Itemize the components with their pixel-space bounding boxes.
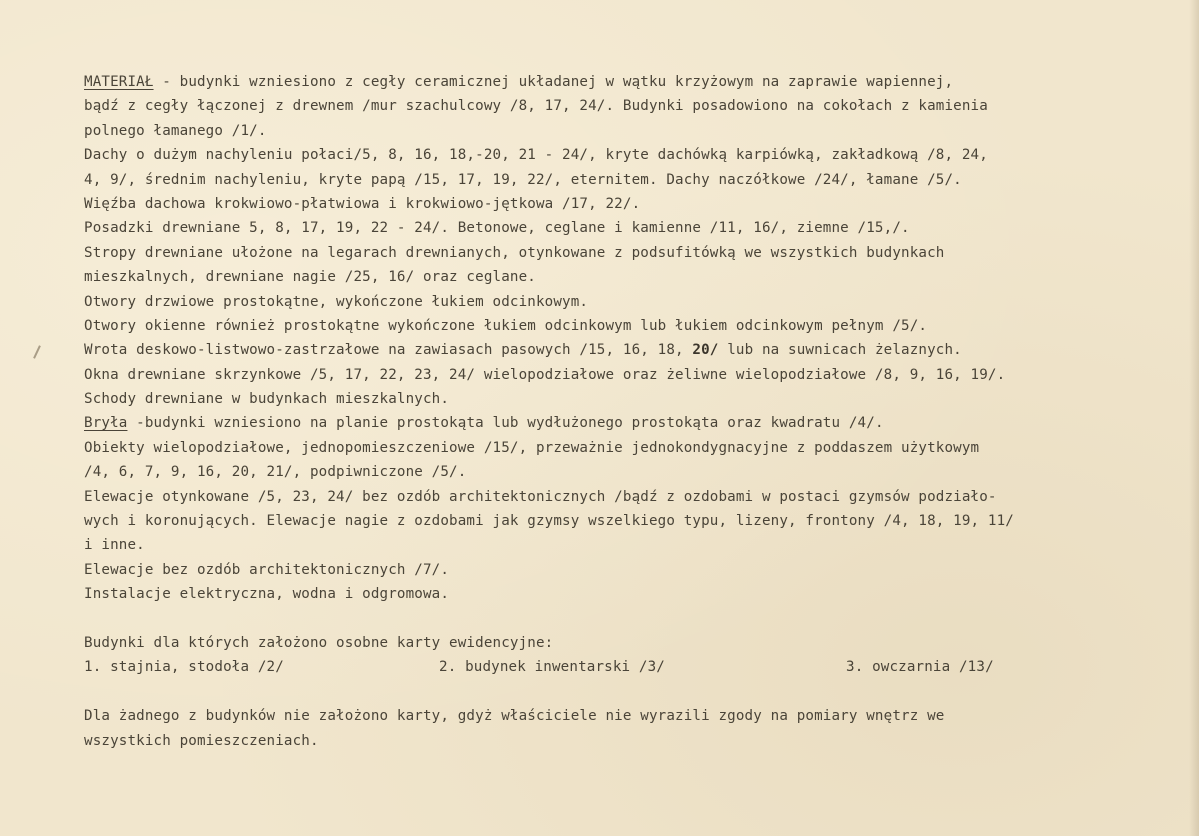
- wrota-line: [84, 338, 1194, 362]
- text-line: 4, 9/, średnim nachyleniu, kryte papą /15, 17, 19, 22/, eternitem. Dachy naczółkowe /24/, łamane /5/.: [84, 171, 962, 188]
- text-line: Elewacje bez ozdób architektonicznych /7/.: [84, 561, 450, 578]
- wrota-text-a: Wrota deskowo-listwowo-zastrzałowe na zawiasach pasowych /15, 16, 18,: [84, 342, 693, 359]
- bryla-heading: Bryła: [84, 415, 128, 432]
- text-line: Stropy drewniane ułożone na legarach drewnianych, otynkowane z podsufitówką we wszystkich budynkach: [84, 244, 945, 261]
- card-item: 3. owczarnia /13/: [846, 659, 994, 676]
- material-heading: MATERIAŁ: [84, 74, 154, 90]
- card-item: 1. stajnia, stodoła /2/: [84, 659, 284, 676]
- card-item: 2. budynek inwentarski /3/: [439, 659, 665, 676]
- wrota-text-b: lub na suwnicach żelaznych.: [718, 342, 962, 359]
- text-line: mieszkalnych, drewniane nagie /25, 16/ oraz ceglane.: [84, 269, 536, 286]
- text-line: wszystkich pomieszczeniach.: [84, 732, 319, 749]
- text-line: polnego łamanego /1/.: [84, 122, 267, 139]
- blank-line: [84, 680, 1194, 704]
- material-line-1: [84, 70, 1194, 94]
- text-line: Posadzki drewniane 5, 8, 17, 19, 22 - 24/. Betonowe, ceglane i kamienne /11, 16/, ziemne /15,/.: [84, 220, 910, 237]
- text-line: Otwory okienne również prostokątne wykończone łukiem odcinkowym lub łukiem odcinkowym pełnym /5/.: [84, 317, 928, 334]
- margin-pencil-mark: [33, 345, 41, 359]
- text-line: Instalacje elektryczna, wodna i odgromowa.: [84, 586, 450, 603]
- text-line: Otwory drzwiowe prostokątne, wykończone łukiem odcinkowym.: [84, 293, 589, 310]
- typed-document: [84, 70, 1194, 753]
- text-line: bądź z cegły łączonej z drewnem /mur szachulcowy /8, 17, 24/. Budynki posadowiono na cokołach z kamienia: [84, 98, 988, 115]
- wrota-bold-number: 20/: [692, 342, 719, 359]
- bryla-text: -budynki wzniesiono na planie prostokąta lub wydłużonego prostokąta oraz kwadratu /4/.: [127, 415, 884, 432]
- text-line: Dachy o dużym nachyleniu połaci/5, 8, 16, 18,-20, 21 - 24/, kryte dachówką karpiówką, zakładkową /8, 24,: [84, 147, 988, 164]
- cards-intro: Budynki dla których założono osobne karty ewidencyjne:: [84, 634, 554, 651]
- text-line: Okna drewniane skrzynkowe /5, 17, 22, 23, 24/ wielopodziałowe oraz żeliwne wielopodziałowe /8, 9, 16, 19/.: [84, 366, 1006, 383]
- text-line: Więźba dachowa krokwiowo-płatwiowa i krokwiowo-jętkowa /17, 22/.: [84, 195, 641, 212]
- text-line: Elewacje otynkowane /5, 23, 24/ bez ozdób architektonicznych /bądź z ozdobami w postaci gzymsów podziało-: [84, 488, 997, 505]
- text-line: i inne.: [84, 537, 145, 554]
- blank-line: [84, 607, 1194, 631]
- text-line: Dla żadnego z budynków nie założono karty, gdyż właściciele nie wyrazili zgody na pomiary wnętrz we: [84, 708, 945, 725]
- material-text: - budynki wzniesiono z cegły ceramicznej układanej w wątku krzyżowym na zaprawie wapiennej,: [153, 74, 954, 90]
- text-line: wych i koronujących. Elewacje nagie z ozdobami jak gzymsy wszelkiego typu, lizeny, frontony /4, 18, 19, 11/: [84, 513, 1015, 530]
- text-line: Obiekty wielopodziałowe, jednopomieszczeniowe /15/, przeważnie jednokondygnacyjne z poddaszem użytkowym: [84, 439, 980, 456]
- text-line: Schody drewniane w budynkach mieszkalnych.: [84, 391, 450, 408]
- bryla-line-1: [84, 411, 1194, 435]
- text-line: /4, 6, 7, 9, 16, 20, 21/, podpiwniczone /5/.: [84, 464, 467, 481]
- cards-list: [84, 655, 1194, 679]
